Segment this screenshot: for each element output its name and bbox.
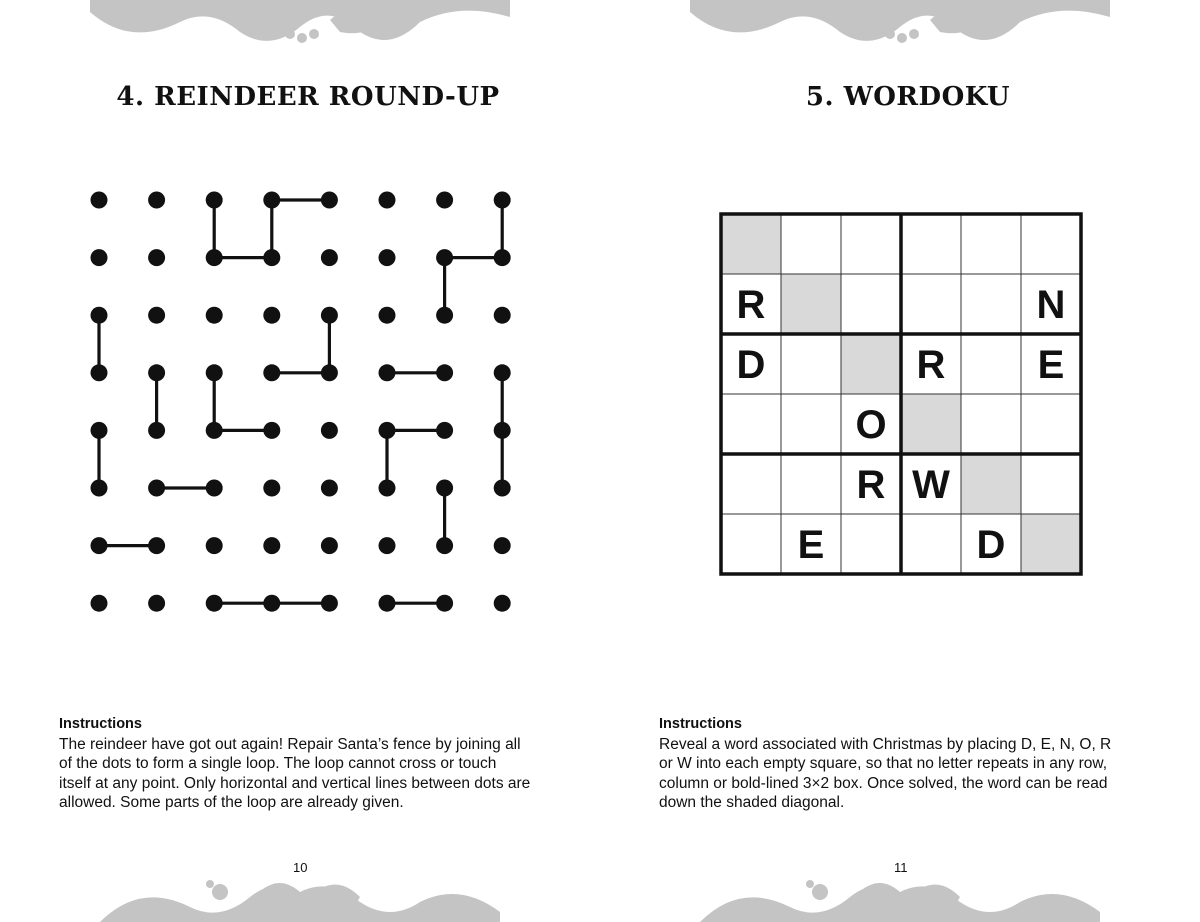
grid-cell[interactable] [781,214,841,274]
dot[interactable] [321,192,338,209]
grid-cell[interactable] [841,334,901,394]
dot[interactable] [379,192,396,209]
dot-loop-puzzle[interactable] [0,0,600,680]
given-letter: E [1037,343,1065,387]
grid-cell[interactable] [961,454,1021,514]
grid-cell[interactable] [1021,214,1081,274]
grid-cell[interactable] [1021,514,1081,574]
dot[interactable] [148,364,165,381]
grid-cell[interactable] [1021,454,1081,514]
dot[interactable] [148,307,165,324]
dot[interactable] [206,595,223,612]
dot[interactable] [321,480,338,497]
grid-cell[interactable] [841,214,901,274]
dot[interactable] [494,422,511,439]
grid-cell[interactable] [961,214,1021,274]
wordoku-grid[interactable] [600,0,1200,680]
dot[interactable] [494,595,511,612]
grid-cell[interactable] [961,394,1021,454]
dot[interactable] [436,307,453,324]
instructions-heading: Instructions [59,716,142,732]
holly-ornament-icon [700,862,1100,922]
grid-cell[interactable] [781,334,841,394]
grid-cell[interactable] [901,214,961,274]
dot[interactable] [148,249,165,266]
dot[interactable] [494,364,511,381]
dot[interactable] [263,192,280,209]
given-letter: E [797,523,825,567]
instructions [659,715,1159,813]
dot[interactable] [148,480,165,497]
dot[interactable] [91,307,108,324]
dot[interactable] [206,537,223,554]
dot[interactable] [436,192,453,209]
dot[interactable] [91,595,108,612]
grid-cell[interactable] [901,394,961,454]
given-letter: R [916,343,946,387]
dot[interactable] [206,480,223,497]
grid-cell[interactable] [781,274,841,334]
dot[interactable] [91,192,108,209]
dot[interactable] [91,422,108,439]
dot[interactable] [494,307,511,324]
grid-cell[interactable] [721,214,781,274]
given-letter: R [856,463,886,507]
dot[interactable] [379,595,396,612]
dot[interactable] [206,307,223,324]
left-page [0,0,600,921]
dot[interactable] [263,307,280,324]
grid-cell[interactable] [841,514,901,574]
grid-cell[interactable] [961,274,1021,334]
dot[interactable] [263,480,280,497]
dot[interactable] [321,249,338,266]
grid-cell[interactable] [781,394,841,454]
holly-ornament-icon [100,862,500,922]
dot[interactable] [494,537,511,554]
instructions-line: allowed. Some parts of the loop are already given. [59,794,404,811]
given-letter: R [736,283,766,327]
given-letter: N [1036,283,1066,327]
grid-cell[interactable] [781,454,841,514]
given-letter: O [855,403,887,447]
dot[interactable] [379,537,396,554]
dot[interactable] [206,192,223,209]
grid-cell[interactable] [721,514,781,574]
dot[interactable] [206,422,223,439]
grid-cell[interactable] [841,274,901,334]
grid-cell[interactable] [961,334,1021,394]
dot[interactable] [91,480,108,497]
dot[interactable] [263,537,280,554]
dot[interactable] [436,422,453,439]
instructions-line: column or bold-lined 3×2 box. Once solved, the word can be read [659,774,1108,792]
dot[interactable] [148,595,165,612]
dot[interactable] [494,480,511,497]
dot[interactable] [379,364,396,381]
dot[interactable] [436,595,453,612]
instructions-line: of the dots to form a single loop. The loop cannot cross or touch [59,755,497,772]
instructions-heading: Instructions [659,716,742,732]
dot[interactable] [206,364,223,381]
instructions-line: itself at any point. Only horizontal and vertical lines between dots are [59,774,531,792]
dot[interactable] [436,364,453,381]
instructions-line: down the shaded diagonal. [659,794,845,811]
instructions-line: Reveal a word associated with Christmas by placing D, E, N, O, R [659,735,1112,753]
grid-cell[interactable] [721,454,781,514]
puzzle-title: 5. WORDOKU [805,82,1011,112]
dot[interactable] [379,480,396,497]
grid-cell[interactable] [1021,394,1081,454]
dot[interactable] [263,595,280,612]
right-page [600,0,1200,921]
given-letter: D [736,343,766,387]
dot[interactable] [436,249,453,266]
grid-cell[interactable] [721,394,781,454]
instructions-line: The reindeer have got out again! Repair Santa’s fence by joining all [59,735,521,753]
dot[interactable] [148,192,165,209]
puzzle-title: 4. REINDEER ROUND-UP [116,82,500,112]
dot[interactable] [91,537,108,554]
dot[interactable] [206,249,223,266]
given-letter: D [976,523,1006,567]
dot[interactable] [263,249,280,266]
instructions-line: or W into each empty square, so that no letter repeats in any row, [659,755,1108,772]
dot[interactable] [148,422,165,439]
dot[interactable] [436,537,453,554]
instructions [59,715,559,813]
grid-cell[interactable] [901,514,961,574]
dot[interactable] [321,537,338,554]
dot[interactable] [91,364,108,381]
page-number: 10 [293,860,308,875]
dot[interactable] [494,192,511,209]
dot[interactable] [321,595,338,612]
dot[interactable] [148,537,165,554]
dot[interactable] [494,249,511,266]
dot[interactable] [321,364,338,381]
given-letter: W [912,463,950,507]
dot[interactable] [436,480,453,497]
dot[interactable] [263,364,280,381]
dot[interactable] [379,307,396,324]
page-number: 11 [894,860,908,875]
dot[interactable] [321,307,338,324]
dot[interactable] [263,422,280,439]
grid-cell[interactable] [901,274,961,334]
dot[interactable] [379,249,396,266]
dot[interactable] [91,249,108,266]
dot[interactable] [379,422,396,439]
dot[interactable] [321,422,338,439]
